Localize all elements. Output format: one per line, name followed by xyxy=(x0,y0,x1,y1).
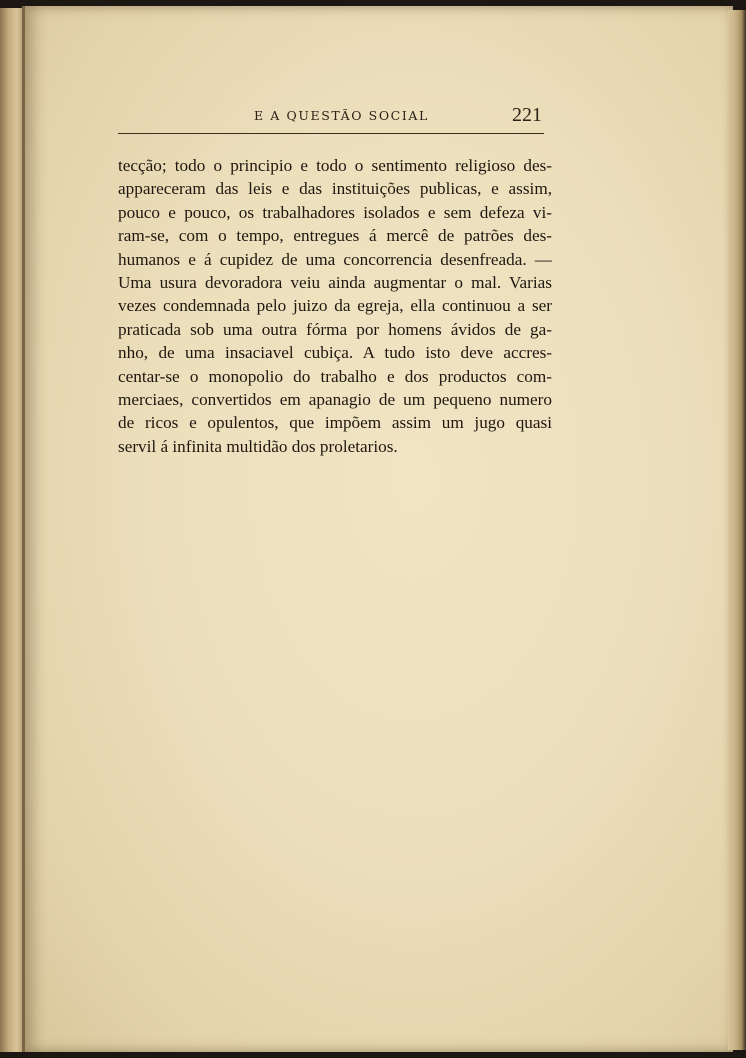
page-stack-edge xyxy=(728,10,746,1050)
text-line: merciaes, convertidos em apanagio de um pequeno numero xyxy=(118,389,552,409)
header-rule xyxy=(118,133,544,134)
text-line: humanos e á cupidez de uma concorrencia desenfreada. — xyxy=(118,249,552,269)
text-line: nho, de uma insaciavel cubiça. A tudo isto deve accres- xyxy=(118,343,552,363)
text-line: servil á infinita multidão dos proletarios. xyxy=(118,436,398,456)
running-head: E A QUESTÃO SOCIAL xyxy=(254,108,429,123)
text-line: praticada sob uma outra fórma por homens ávidos de ga- xyxy=(118,319,552,339)
text-line: Uma usura devoradora veiu ainda augmentar o mal. Varias xyxy=(118,272,552,292)
text-line: pouco e pouco, os trabalhadores isolados e sem defeza vi- xyxy=(118,202,552,222)
text-line: tecção; todo o principio e todo o sentimento religioso des- xyxy=(118,156,552,175)
text-line: ram-se, com o tempo, entregues á mercê de patrões des- xyxy=(118,226,552,246)
text-line: de ricos e opulentos, que impõem assim um jugo quasi xyxy=(118,413,552,433)
text-line: vezes condemnada pelo juizo da egreja, ella continuou a ser xyxy=(118,296,552,316)
text-line: centar-se o monopolio do trabalho e dos productos com- xyxy=(118,366,552,386)
body-paragraph xyxy=(118,154,552,458)
text-line: appareceram das leis e das instituições publicas, e assim, xyxy=(118,179,552,199)
page-header xyxy=(118,104,544,130)
page-number: 221 xyxy=(512,104,542,126)
